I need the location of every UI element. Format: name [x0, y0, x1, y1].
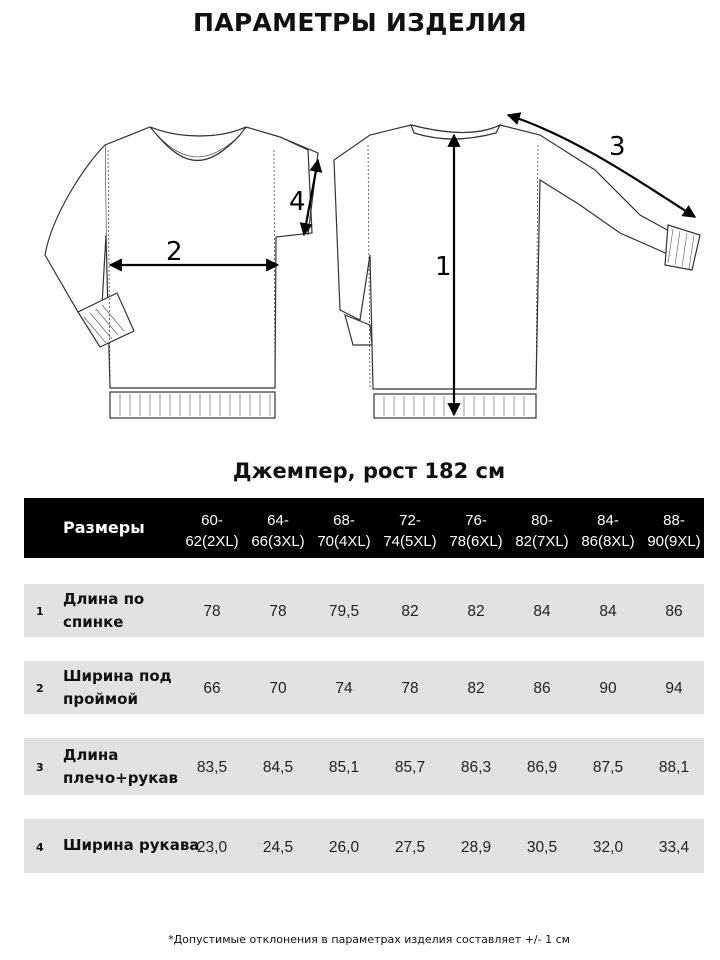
table-cell: 74 — [335, 680, 353, 697]
row-label: Ширина под проймой — [63, 667, 172, 708]
size-column-header: 84- 86(8XL) — [581, 512, 635, 550]
table-cell: 94 — [665, 680, 683, 697]
row-label: Длина по спинке — [63, 590, 145, 631]
sizes-header-label: Размеры — [63, 518, 145, 537]
table-cell: 28,9 — [460, 839, 492, 856]
size-column-header: 68- 70(4XL) — [317, 512, 371, 550]
product-subtitle: Джемпер, рост 182 см — [232, 459, 506, 483]
size-column-header: 72- 74(5XL) — [383, 512, 437, 550]
size-column-header: 76- 78(6XL) — [449, 512, 503, 550]
table-cell: 23,0 — [196, 839, 228, 856]
table-cell: 66 — [203, 680, 221, 697]
table-cell: 82 — [401, 603, 419, 620]
table-cell: 86 — [665, 603, 683, 620]
row-number: 3 — [36, 761, 44, 774]
table-cell: 70 — [269, 680, 287, 697]
measure-label-4: 4 — [289, 187, 306, 217]
table-cell: 90 — [599, 680, 617, 697]
row-label: Длина плечо+рукав — [63, 746, 179, 787]
table-cell: 84 — [533, 603, 551, 620]
table-row — [24, 584, 704, 637]
measure-label-1: 1 — [435, 252, 452, 282]
table-cell: 86,3 — [460, 759, 492, 776]
measure-label-3: 3 — [609, 132, 626, 162]
table-cell: 27,5 — [394, 839, 426, 856]
table-cell: 33,4 — [658, 839, 690, 856]
table-row — [24, 819, 704, 873]
table-cell: 79,5 — [328, 603, 360, 620]
table-cell: 85,1 — [328, 759, 360, 776]
table-header — [24, 498, 704, 558]
size-column-header: 80- 82(7XL) — [515, 512, 569, 550]
page-title: ПАРАМЕТРЫ ИЗДЕЛИЯ — [193, 8, 527, 37]
row-label: Ширина рукава — [63, 836, 200, 854]
table-cell: 85,7 — [394, 759, 426, 776]
garment-diagram — [40, 105, 720, 435]
size-column-header: 60- 62(2XL) — [185, 512, 239, 550]
table-cell: 84 — [599, 603, 617, 620]
table-row — [24, 661, 704, 714]
row-number: 1 — [36, 605, 44, 618]
table-cell: 78 — [401, 680, 419, 697]
table-cell: 24,5 — [262, 839, 294, 856]
size-column-header: 64- 66(3XL) — [251, 512, 305, 550]
size-column-header: 88- 90(9XL) — [647, 512, 701, 550]
measure-label-2: 2 — [166, 237, 183, 267]
table-cell: 82 — [467, 603, 485, 620]
row-number: 4 — [36, 841, 44, 854]
table-cell: 87,5 — [592, 759, 624, 776]
table-cell: 82 — [467, 680, 485, 697]
table-cell: 32,0 — [592, 839, 624, 856]
table-cell: 83,5 — [196, 759, 228, 776]
tolerance-footnote: *Допустимые отклонения в параметрах изделия составляет +/- 1 см — [168, 933, 570, 946]
table-cell: 86 — [533, 680, 551, 697]
table-cell: 88,1 — [658, 759, 690, 776]
table-row — [24, 738, 704, 795]
table-cell: 30,5 — [526, 839, 558, 856]
table-cell: 84,5 — [262, 759, 294, 776]
table-cell: 78 — [269, 603, 287, 620]
table-cell: 26,0 — [328, 839, 360, 856]
row-number: 2 — [36, 682, 44, 695]
table-cell: 86,9 — [526, 759, 558, 776]
table-cell: 78 — [203, 603, 221, 620]
